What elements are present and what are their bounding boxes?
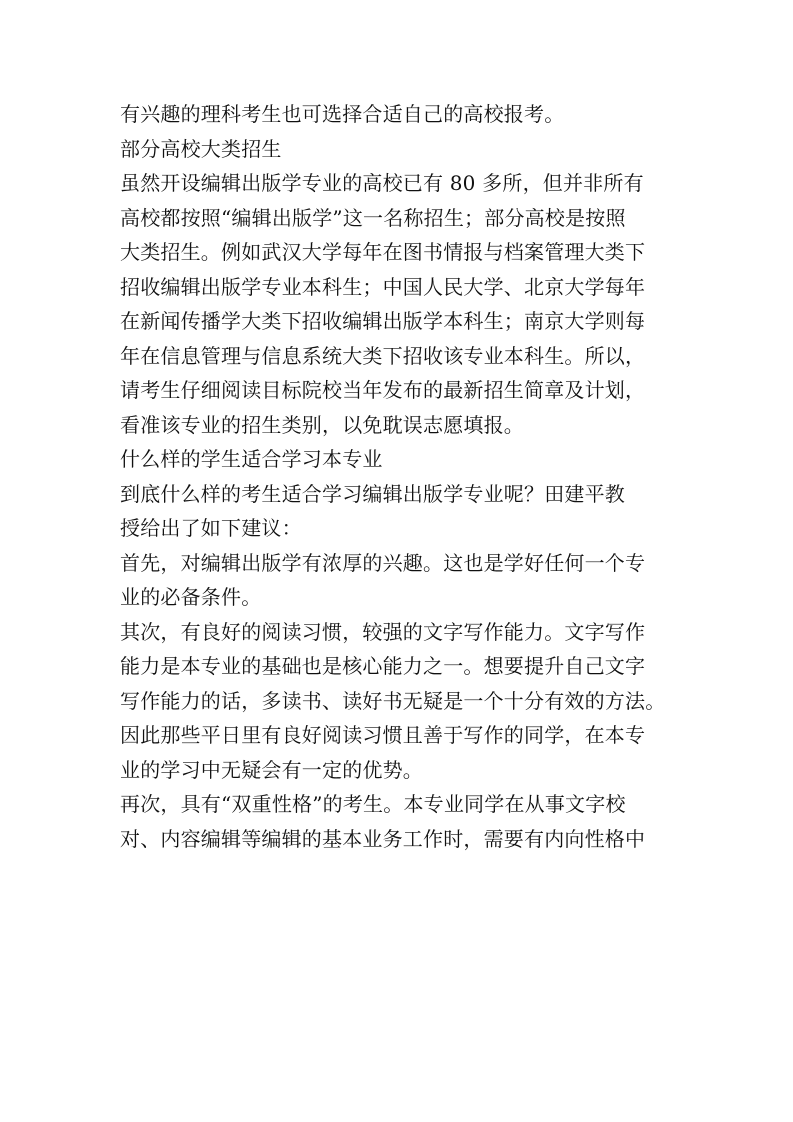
body-line: 对、内容编辑等编辑的基本业务工作时，需要有内向性格中 bbox=[120, 826, 646, 851]
body-line: 其次，有良好的阅读习惯，较强的文字写作能力。文字写作 bbox=[120, 619, 646, 644]
body-line: 到底什么样的考生适合学习编辑出版学专业呢？田建平教 bbox=[120, 481, 625, 506]
body-line: 大类招生。例如武汉大学每年在图书情报与档案管理大类下 bbox=[120, 240, 646, 264]
section-heading: 什么样的学生适合学习本专业 bbox=[120, 447, 383, 471]
document-body bbox=[120, 97, 685, 856]
body-line: 授给出了如下建议： bbox=[120, 516, 302, 540]
body-line: 写作能力的话，多读书、读好书无疑是一个十分有效的方法。 bbox=[120, 688, 666, 713]
body-line: 虽然开设编辑出版学专业的高校已有 80 多所，但并非所有 bbox=[120, 171, 644, 195]
body-line: 能力是本专业的基础也是核心能力之一。想要提升自己文字 bbox=[120, 654, 646, 678]
body-line: 请考生仔细阅读目标院校当年发布的最新招生简章及计划， bbox=[120, 378, 646, 402]
body-line: 年在信息管理与信息系统大类下招收该专业本科生。所以， bbox=[120, 343, 646, 368]
body-line: 招收编辑出版学专业本科生；中国人民大学、北京大学每年 bbox=[120, 274, 646, 299]
body-line: 业的必备条件。 bbox=[120, 585, 262, 609]
section-heading: 部分高校大类招生 bbox=[120, 136, 282, 161]
body-line: 在新闻传播学大类下招收编辑出版学本科生；南京大学则每 bbox=[120, 309, 646, 333]
body-line: 有兴趣的理科考生也可选择合适自己的高校报考。 bbox=[120, 102, 565, 126]
body-line: 首先，对编辑出版学有浓厚的兴趣。这也是学好任何一个专 bbox=[120, 550, 646, 575]
body-line: 再次，具有“双重性格”的考生。本专业同学在从事文字校 bbox=[120, 792, 626, 816]
body-line: 看准该专业的招生类别，以免耽误志愿填报。 bbox=[120, 412, 524, 437]
body-line: 因此那些平日里有良好阅读习惯且善于写作的同学，在本专 bbox=[120, 723, 646, 747]
body-line: 业的学习中无疑会有一定的优势。 bbox=[120, 757, 423, 782]
body-line: 高校都按照“编辑出版学”这一名称招生；部分高校是按照 bbox=[120, 205, 626, 230]
